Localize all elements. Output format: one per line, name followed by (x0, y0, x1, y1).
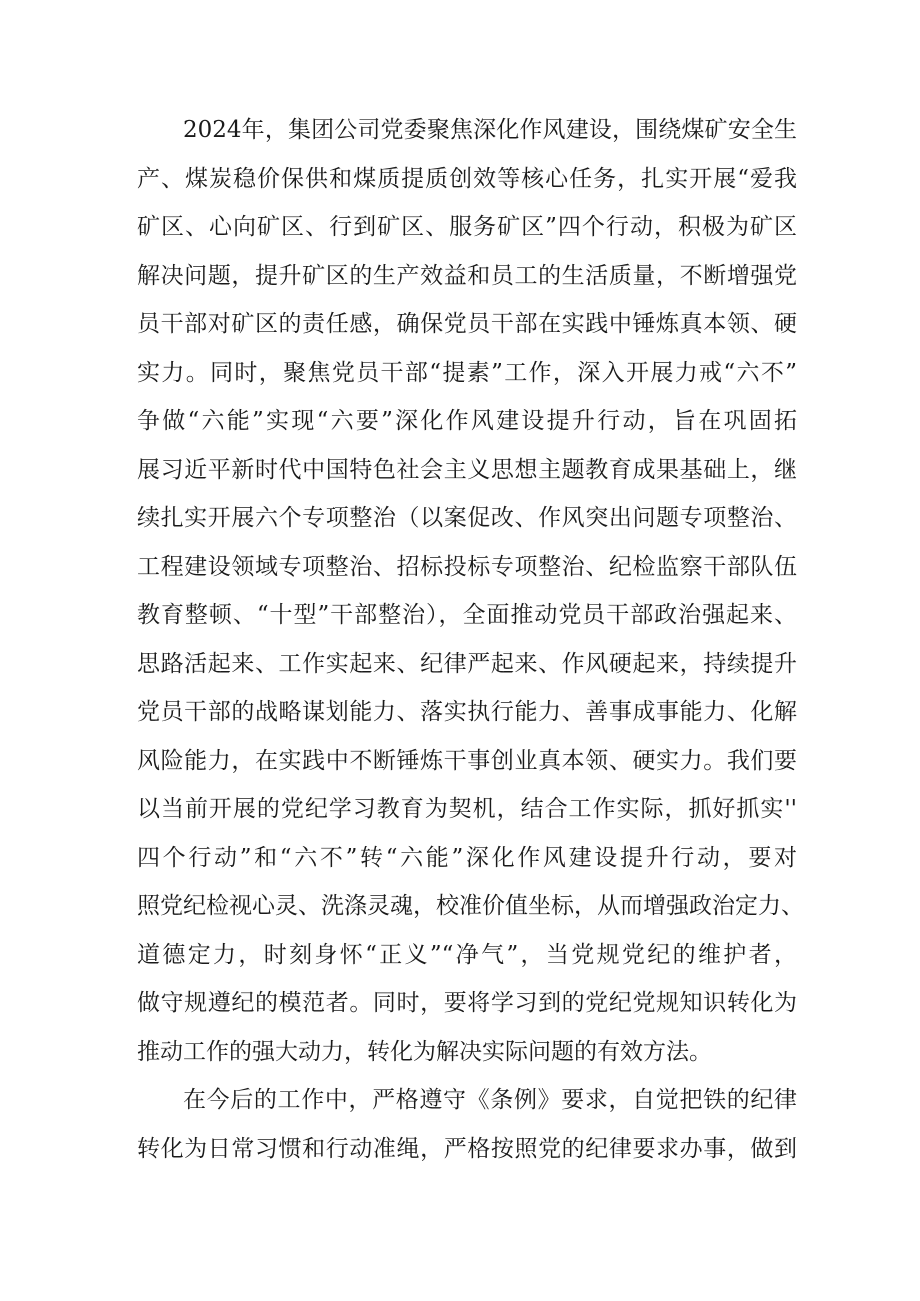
text-line: 产、煤炭稳价保供和煤质提质创效等核心任务，扎实开展“爱我 (137, 165, 797, 192)
text-line: 党员干部的战略谋划能力、落实执行能力、善事成事能力、化解 (137, 699, 797, 725)
text-line: 员干部对矿区的责任感，确保党员干部在实践中锤炼真本领、硬 (137, 311, 797, 337)
text-line: 四个行动”和“六不”转“六能”深化作风建设提升行动，要对 (137, 844, 797, 871)
text-line: 以当前开展的党纪学习教育为契机，结合工作实际，抓好抓实'' (137, 796, 797, 822)
text-line: 照党纪检视心灵、洗涤灵魂，校准价值坐标，从而增强政治定力、 (137, 893, 804, 919)
text-line: 做守规遵纪的模范者。同时，要将学习到的党纪党规知识转化为 (137, 990, 797, 1016)
text-line: 矿区、心向矿区、行到矿区、服务矿区”四个行动，积极为矿区 (137, 214, 797, 240)
text-line: 思路活起来、工作实起来、纪律严起来、作风硬起来，持续提升 (137, 650, 797, 677)
paragraph-2 (137, 1076, 797, 1173)
text-line: 工程建设领域专项整治、招标投标专项整治、纪检监察干部队伍 (137, 553, 797, 580)
text-line: 争做“六能”实现“六要”深化作风建设提升行动，旨在巩固拓 (137, 408, 797, 434)
text-line: 展习近平新时代中国特色社会主义思想主题教育成果基础上，继 (137, 456, 797, 483)
text-line: 解决问题，提升矿区的生产效益和员工的生活质量，不断增强党 (137, 262, 797, 289)
paragraph-1 (137, 106, 804, 1076)
text-line: 转化为日常习惯和行动准绳，严格按照党的纪律要求办事，做到 (137, 1135, 797, 1162)
text-line: 道德定力，时刻身怀“正义”“净气”，当党规党纪的维护者， (137, 941, 797, 968)
text-line: 风险能力，在实践中不断锤炼干事创业真本领、硬实力。我们要 (137, 747, 797, 774)
text-line: 续扎实开展六个专项整治（以案促改、作风突出问题专项整治、 (137, 505, 797, 531)
text-line: 推动工作的强大动力，转化为解决实际问题的有效方法。 (137, 1038, 712, 1065)
text-line: 在今后的工作中，严格遵守《条例》要求，自觉把铁的纪律 (183, 1087, 797, 1113)
text-line: 2024年，集团公司党委聚焦深化作风建设，围绕煤矿安全生 (183, 117, 797, 143)
body-text (137, 106, 804, 1173)
text-line: 实力。同时，聚焦党员干部“提素”工作，深入开展力戒“六不” (137, 359, 797, 386)
text-line: 教育整顿、“十型”干部整治），全面推动党员干部政治强起来、 (137, 602, 797, 628)
